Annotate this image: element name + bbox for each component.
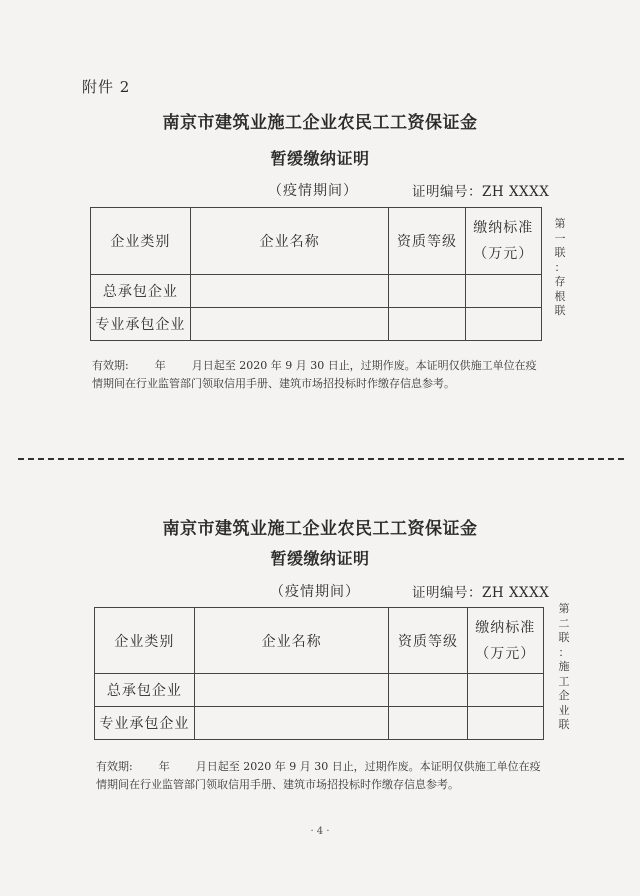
header-standard-line1: 缴纳标准 bbox=[473, 220, 534, 236]
row-company-name bbox=[190, 308, 389, 341]
side-char: 第 bbox=[554, 217, 566, 230]
validity-year: 年 bbox=[158, 760, 170, 773]
side-char: 工 bbox=[558, 674, 570, 688]
cert-number-value: ZH XXXX bbox=[482, 585, 550, 601]
validity-text: 日起至 2020 年 9 月 30 日止，过期作废。本证明仅供施工单位在疫 bbox=[206, 760, 541, 773]
side-char: 根 bbox=[554, 289, 566, 303]
row-category: 总承包企业 bbox=[91, 275, 191, 308]
side-char: 第 bbox=[558, 602, 570, 615]
period-note: （疫情期间） bbox=[270, 584, 360, 600]
row-company-name bbox=[190, 275, 389, 308]
header-company-name: 企业名称 bbox=[190, 208, 389, 275]
side-char: 联 bbox=[554, 246, 566, 259]
copy-label-company bbox=[556, 602, 572, 733]
cert-number bbox=[412, 180, 549, 200]
row-category: 专业承包企业 bbox=[91, 308, 191, 341]
header-category: 企业类别 bbox=[91, 208, 191, 275]
row-qualification bbox=[389, 275, 465, 308]
row-standard bbox=[465, 275, 541, 308]
page-number: · 4 · bbox=[310, 826, 330, 837]
header-standard-line1: 缴纳标准 bbox=[475, 619, 536, 636]
header-standard-line2: （万元） bbox=[473, 246, 534, 262]
validity-text-2: 情期间在行业监管部门领取信用手册、建筑市场招投标时作缴存信息参考。 bbox=[96, 778, 459, 791]
cert-number bbox=[412, 581, 549, 601]
table-header-row bbox=[95, 608, 544, 674]
side-char: 二 bbox=[558, 616, 570, 630]
row-company-name bbox=[194, 707, 389, 740]
period-note: （疫情期间） bbox=[268, 183, 358, 199]
header-qualification: 资质等级 bbox=[389, 608, 467, 674]
form-title: 南京市建筑业施工企业农民工工资保证金 bbox=[162, 519, 478, 539]
table-row bbox=[91, 308, 542, 341]
header-qualification: 资质等级 bbox=[389, 208, 465, 275]
copy-label-stub bbox=[552, 217, 568, 319]
side-char: 企 bbox=[558, 689, 570, 702]
side-char: 施 bbox=[558, 660, 570, 673]
validity-note bbox=[92, 357, 572, 393]
cut-line bbox=[18, 458, 624, 460]
row-qualification bbox=[389, 674, 467, 707]
table-row bbox=[95, 707, 544, 740]
validity-month: 月 bbox=[191, 359, 203, 372]
header-company-name: 企业名称 bbox=[194, 608, 389, 674]
side-char: 联 bbox=[558, 631, 570, 644]
row-company-name bbox=[194, 674, 389, 707]
table-header-row bbox=[91, 208, 542, 275]
validity-text: 日起至 2020 年 9 月 30 日止，过期作废。本证明仅供施工单位在疫 bbox=[202, 359, 537, 372]
header-standard-line2: （万元） bbox=[475, 645, 536, 662]
certificate-table bbox=[94, 607, 544, 740]
validity-text-2: 情期间在行业监管部门领取信用手册、建筑市场招投标时作缴存信息参考。 bbox=[92, 377, 455, 390]
side-char: 联 bbox=[558, 718, 570, 731]
row-category: 总承包企业 bbox=[95, 674, 195, 707]
header-standard bbox=[467, 608, 543, 674]
certificate-table bbox=[90, 207, 542, 341]
validity-label: 有效期: bbox=[92, 359, 129, 372]
side-char: 一 bbox=[554, 231, 566, 245]
header-category: 企业类别 bbox=[95, 608, 195, 674]
side-char: ： bbox=[554, 260, 566, 274]
row-standard bbox=[465, 308, 541, 341]
validity-year: 年 bbox=[154, 359, 166, 372]
side-char: 存 bbox=[554, 275, 566, 288]
side-char: 业 bbox=[558, 703, 570, 717]
row-category: 专业承包企业 bbox=[95, 707, 195, 740]
header-standard bbox=[465, 208, 541, 275]
attachment-label: 附件 2 bbox=[82, 78, 131, 96]
form-subtitle: 暂缓缴纳证明 bbox=[270, 149, 370, 168]
table-row bbox=[91, 275, 542, 308]
row-standard bbox=[467, 707, 543, 740]
row-standard bbox=[467, 674, 543, 707]
row-qualification bbox=[389, 707, 467, 740]
validity-note bbox=[96, 758, 576, 794]
cert-number-label: 证明编号： bbox=[412, 184, 482, 200]
side-char: 联 bbox=[554, 304, 566, 317]
cert-number-value: ZH XXXX bbox=[482, 184, 550, 200]
form-subtitle: 暂缓缴纳证明 bbox=[270, 549, 370, 568]
table-row bbox=[95, 674, 544, 707]
row-qualification bbox=[389, 308, 465, 341]
cert-number-label: 证明编号： bbox=[412, 585, 482, 601]
validity-month: 月 bbox=[195, 760, 207, 773]
validity-label: 有效期: bbox=[96, 760, 133, 773]
side-char: ： bbox=[558, 645, 570, 659]
form-title: 南京市建筑业施工企业农民工工资保证金 bbox=[162, 113, 478, 133]
